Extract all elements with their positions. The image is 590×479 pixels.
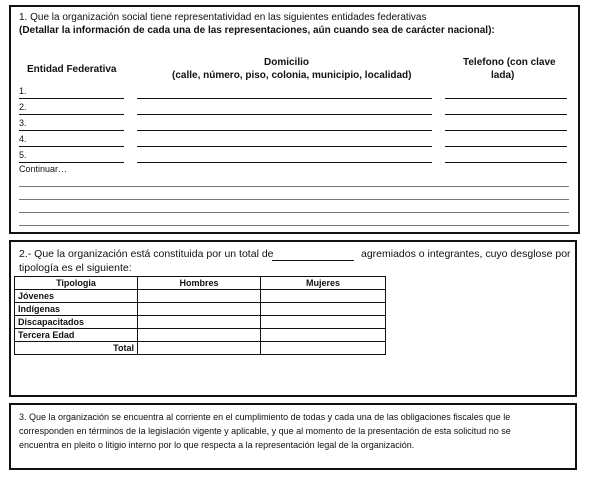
cell-hombres-indigenas[interactable] <box>138 303 261 316</box>
entidad-line-3[interactable] <box>19 130 124 131</box>
continuar-line-2[interactable] <box>19 199 569 200</box>
section-1-subtitle: (Detallar la información de cada una de las representaciones, aún cuando sea de carácter nacional): <box>19 25 495 36</box>
tipologia-table <box>14 276 386 355</box>
entidad-line-1[interactable] <box>19 98 124 99</box>
row-number-2: 2. <box>19 102 27 112</box>
cell-hombres-jovenes[interactable] <box>138 290 261 303</box>
column-header-entidad: Entidad Federativa <box>27 64 117 75</box>
domicilio-line-4[interactable] <box>137 146 432 147</box>
domicilio-line-3[interactable] <box>137 130 432 131</box>
cell-mujeres-total[interactable] <box>261 342 386 355</box>
cell-mujeres-tercera-edad[interactable] <box>261 329 386 342</box>
row-label-total: Total <box>15 342 138 355</box>
total-agremiados-field[interactable] <box>272 260 354 261</box>
row-label-indigenas: Indígenas <box>15 303 138 316</box>
continuar-label: Continuar… <box>19 164 68 174</box>
table-row <box>15 329 386 342</box>
column-header-domicilio: Domicilio <box>264 57 310 68</box>
cell-mujeres-discapacitados[interactable] <box>261 316 386 329</box>
row-label-jovenes: Jóvenes <box>15 290 138 303</box>
entidad-line-2[interactable] <box>19 114 124 115</box>
section-3-line-2: corresponden en términos de la legislación vigente y aplicable, y que al momento de la presentación de esta solicitud no se <box>19 426 511 436</box>
continuar-line-4[interactable] <box>19 225 569 226</box>
row-number-5: 5. <box>19 150 27 160</box>
cell-hombres-discapacitados[interactable] <box>138 316 261 329</box>
cell-hombres-total[interactable] <box>138 342 261 355</box>
column-header-telefono: Telefono (con clave <box>463 57 556 68</box>
continuar-line-1[interactable] <box>19 186 569 187</box>
section-2-text-before: 2.- Que la organización está constituida por un total de <box>19 248 274 260</box>
entidad-line-4[interactable] <box>19 146 124 147</box>
cell-mujeres-jovenes[interactable] <box>261 290 386 303</box>
entidad-line-5[interactable] <box>19 162 124 163</box>
continuar-line-3[interactable] <box>19 212 569 213</box>
table-row <box>15 290 386 303</box>
cell-mujeres-indigenas[interactable] <box>261 303 386 316</box>
telefono-line-2[interactable] <box>445 114 567 115</box>
cell-hombres-tercera-edad[interactable] <box>138 329 261 342</box>
section-3-line-3: encuentra en pleito o litigio interno por lo que respecta a la representación legal de la organización. <box>19 440 415 450</box>
table-header-row <box>15 277 386 290</box>
table-header-mujeres: Mujeres <box>261 277 386 290</box>
telefono-line-4[interactable] <box>445 146 567 147</box>
column-header-telefono-lada: lada) <box>491 70 515 81</box>
table-row <box>15 303 386 316</box>
table-header-hombres: Hombres <box>138 277 261 290</box>
table-row <box>15 316 386 329</box>
domicilio-line-5[interactable] <box>137 162 432 163</box>
row-number-1: 1. <box>19 86 27 96</box>
row-number-3: 3. <box>19 118 27 128</box>
telefono-line-3[interactable] <box>445 130 567 131</box>
row-label-tercera-edad: Tercera Edad <box>15 329 138 342</box>
row-label-discapacitados: Discapacitados <box>15 316 138 329</box>
table-total-row <box>15 342 386 355</box>
telefono-line-1[interactable] <box>445 98 567 99</box>
section-3-line-1: 3. Que la organización se encuentra al corriente en el cumplimiento de todas y cada una de las obligaciones fiscales que le <box>19 412 511 422</box>
section-1-title: 1. Que la organización social tiene representatividad en las siguientes entidades federativas <box>19 12 427 23</box>
telefono-line-5[interactable] <box>445 162 567 163</box>
section-2-text-after: agremiados o integrantes, cuyo desglose por <box>361 248 571 260</box>
domicilio-line-2[interactable] <box>137 114 432 115</box>
domicilio-line-1[interactable] <box>137 98 432 99</box>
table-header-tipologia: Tipologia <box>15 277 138 290</box>
column-header-domicilio-detail: (calle, número, piso, colonia, municipio, localidad) <box>172 70 412 81</box>
section-2-text-line2: tipología es el siguiente: <box>19 262 132 274</box>
row-number-4: 4. <box>19 134 27 144</box>
